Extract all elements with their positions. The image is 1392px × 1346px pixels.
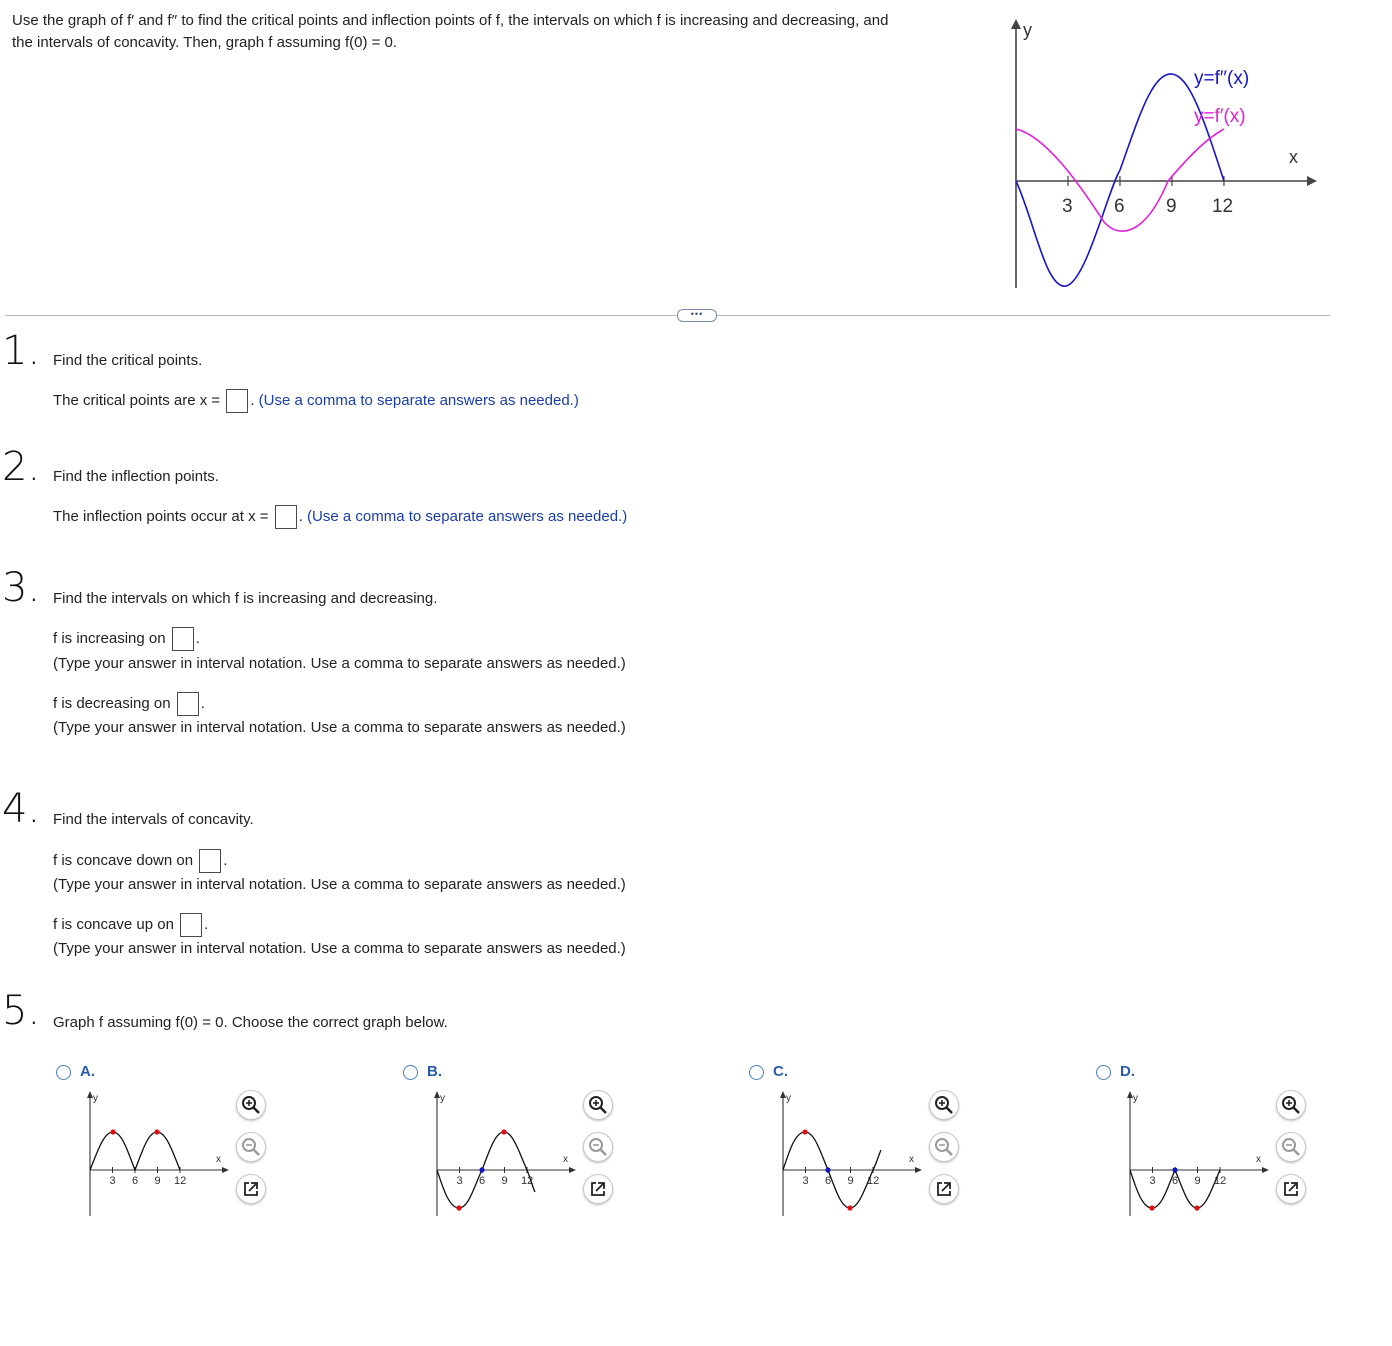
annotation-number-2: 2. [2, 444, 41, 490]
q2-post: . [298, 507, 303, 525]
option-a-label: A. [80, 1063, 95, 1080]
option-d-min-point-2 [1194, 1205, 1199, 1210]
x-axis-label: x [1289, 147, 1298, 167]
annotation-number-4: 4. [2, 786, 41, 832]
mini-y-label: y [440, 1093, 445, 1104]
zoom-in-icon [933, 1094, 955, 1116]
mini-x-label: x [909, 1154, 914, 1165]
option-d-radio[interactable] [1096, 1065, 1111, 1080]
mini-x-tick-label-9: 9 [847, 1175, 854, 1187]
zoom-out-icon [933, 1136, 955, 1158]
option-c-zoom-out-button[interactable] [929, 1132, 959, 1162]
mini-x-tick-label-12: 12 [1214, 1175, 1227, 1187]
option-d-label: D. [1120, 1063, 1135, 1080]
option-c-min-point [847, 1205, 852, 1210]
q4-up-pre: f is concave up on [53, 915, 174, 933]
q4-up-post: . [204, 915, 209, 933]
mini-x-tick-label-6: 6 [479, 1175, 486, 1187]
q3-dec-post: . [200, 694, 205, 712]
annotation-number-3: 3. [2, 565, 41, 611]
q3-dec-hint: (Type your answer in interval notation. Use a comma to separate answers as needed.) [53, 719, 626, 736]
q3-increasing-row [53, 627, 200, 651]
mini-x-tick-label-9: 9 [154, 1175, 161, 1187]
fpp-label: y=f′′(x) [1194, 68, 1250, 89]
option-d-min-point-1 [1149, 1205, 1154, 1210]
option-a-radio[interactable] [56, 1065, 71, 1080]
q4-down-pre: f is concave down on [53, 851, 194, 869]
option-b-zoom-out-button[interactable] [583, 1132, 613, 1162]
mini-x-tick-label-12: 12 [174, 1175, 187, 1187]
option-b-radio[interactable] [403, 1065, 418, 1080]
option-a-zoom-in-button[interactable] [236, 1090, 266, 1120]
x-tick-label-3: 3 [1061, 196, 1073, 217]
q3-prompt: Find the intervals on which f is increasing and decreasing. [53, 590, 438, 607]
q1-hint: (Use a comma to separate answers as needed.) [258, 391, 579, 409]
annotation-number-5: 5. [2, 988, 41, 1034]
mini-y-label: y [93, 1093, 98, 1104]
zoom-out-icon [587, 1136, 609, 1158]
q1-post: . [250, 391, 255, 409]
expand-toggle[interactable]: ••• [677, 309, 717, 322]
q4-prompt: Find the intervals of concavity. [53, 811, 254, 828]
option-b-min-point [456, 1205, 461, 1210]
mini-y-label: y [1133, 1093, 1138, 1104]
option-b-label: B. [427, 1063, 442, 1080]
option-d-graph[interactable] [1116, 1088, 1276, 1218]
zoom-in-icon [587, 1094, 609, 1116]
inflection-points-input[interactable] [275, 505, 297, 529]
q2-pre: The inflection points occur at x = [53, 507, 269, 525]
q4-up-hint: (Type your answer in interval notation. Use a comma to separate answers as needed.) [53, 940, 626, 957]
zoom-out-icon [240, 1136, 262, 1158]
q4-up-row [53, 913, 208, 937]
mini-x-tick-label-6: 6 [825, 1175, 832, 1187]
q3-dec-pre: f is decreasing on [53, 694, 171, 712]
option-c-expand-button[interactable] [929, 1174, 959, 1204]
concave-down-input[interactable] [199, 849, 221, 873]
q3-inc-hint: (Type your answer in interval notation. Use a comma to separate answers as needed.) [53, 655, 626, 672]
mini-x-label: x [1256, 1154, 1261, 1165]
expand-icon [240, 1178, 262, 1200]
option-c-inflection-point [825, 1167, 830, 1172]
q2-hint: (Use a comma to separate answers as needed.) [307, 507, 628, 525]
q3-inc-pre: f is increasing on [53, 629, 166, 647]
problem-line-1: Use the graph of f′ and f′′ to find the critical points and inflection points of f, the intervals on which f is increasing and decreasing, and [12, 12, 889, 29]
increasing-interval-input[interactable] [172, 627, 194, 651]
mini-x-tick-label-12: 12 [521, 1175, 534, 1187]
mini-x-tick-label-9: 9 [1194, 1175, 1201, 1187]
option-c [749, 1062, 1009, 1232]
mini-x-tick-label-12: 12 [867, 1175, 880, 1187]
problem-line-2: the intervals of concavity. Then, graph f assuming f(0) = 0. [12, 34, 398, 51]
expand-icon [587, 1178, 609, 1200]
option-b [403, 1062, 663, 1232]
mini-x-tick-label-6: 6 [1172, 1175, 1179, 1187]
option-c-zoom-in-button[interactable] [929, 1090, 959, 1120]
fp-label: y=f′(x) [1194, 106, 1246, 127]
option-d-max-point [1172, 1167, 1177, 1172]
option-a-zoom-out-button[interactable] [236, 1132, 266, 1162]
mini-x-arrow [569, 1167, 576, 1173]
option-c-label: C. [773, 1063, 788, 1080]
zoom-in-icon [240, 1094, 262, 1116]
option-c-graph[interactable] [769, 1088, 929, 1218]
mini-x-arrow [915, 1167, 922, 1173]
mini-x-tick-label-6: 6 [132, 1175, 139, 1187]
option-a [56, 1062, 316, 1232]
mini-x-arrow [222, 1167, 229, 1173]
option-d-expand-button[interactable] [1276, 1174, 1306, 1204]
problem-statement [12, 10, 992, 54]
x-tick-label-12: 12 [1211, 196, 1234, 217]
mini-y-label: y [786, 1093, 791, 1104]
q2-prompt: Find the inflection points. [53, 468, 219, 485]
q1-answer-row [53, 389, 579, 413]
option-b-zoom-in-button[interactable] [583, 1090, 613, 1120]
decreasing-interval-input[interactable] [177, 692, 199, 716]
option-d [1096, 1062, 1356, 1232]
option-b-max-point [501, 1129, 506, 1134]
mini-x-tick-label-3: 3 [109, 1175, 116, 1187]
q3-inc-post: . [195, 629, 200, 647]
zoom-in-icon [1280, 1094, 1302, 1116]
option-b-inflection-point [479, 1167, 484, 1172]
q3-decreasing-row [53, 692, 205, 716]
expand-icon [933, 1178, 955, 1200]
q4-down-row [53, 849, 227, 873]
q1-pre: The critical points are x = [53, 391, 221, 409]
option-b-graph[interactable] [423, 1088, 583, 1218]
zoom-out-icon [1280, 1136, 1302, 1158]
mini-x-tick-label-9: 9 [501, 1175, 508, 1187]
x-tick-label-6: 6 [1113, 196, 1125, 217]
option-b-expand-button[interactable] [583, 1174, 613, 1204]
option-d-zoom-out-button[interactable] [1276, 1132, 1306, 1162]
mini-x-tick-label-3: 3 [1149, 1175, 1156, 1187]
mini-x-label: x [563, 1154, 568, 1165]
q4-down-hint: (Type your answer in interval notation. Use a comma to separate answers as needed.) [53, 876, 626, 893]
option-a-expand-button[interactable] [236, 1174, 266, 1204]
option-d-zoom-in-button[interactable] [1276, 1090, 1306, 1120]
mini-x-tick-label-3: 3 [456, 1175, 463, 1187]
critical-points-input[interactable] [226, 389, 248, 413]
option-a-max-point-1 [110, 1129, 115, 1134]
expand-icon [1280, 1178, 1302, 1200]
q4-down-post: . [223, 851, 228, 869]
concave-up-input[interactable] [180, 913, 202, 937]
x-tick-label-9: 9 [1165, 196, 1177, 217]
q2-answer-row [53, 505, 627, 529]
y-axis-label: y [1023, 20, 1032, 40]
section-divider [5, 315, 1330, 316]
mini-x-label: x [216, 1154, 221, 1165]
option-a-curve [90, 1132, 180, 1170]
option-a-graph[interactable] [76, 1088, 236, 1218]
option-a-max-point-2 [154, 1129, 159, 1134]
option-c-radio[interactable] [749, 1065, 764, 1080]
option-c-max-point [802, 1129, 807, 1134]
derivative-graph [990, 10, 1330, 300]
mini-x-tick-label-3: 3 [802, 1175, 809, 1187]
q1-prompt: Find the critical points. [53, 352, 203, 369]
mini-x-arrow [1262, 1167, 1269, 1173]
q5-prompt: Graph f assuming f(0) = 0. Choose the correct graph below. [53, 1014, 448, 1031]
annotation-number-1: 1. [2, 328, 41, 374]
